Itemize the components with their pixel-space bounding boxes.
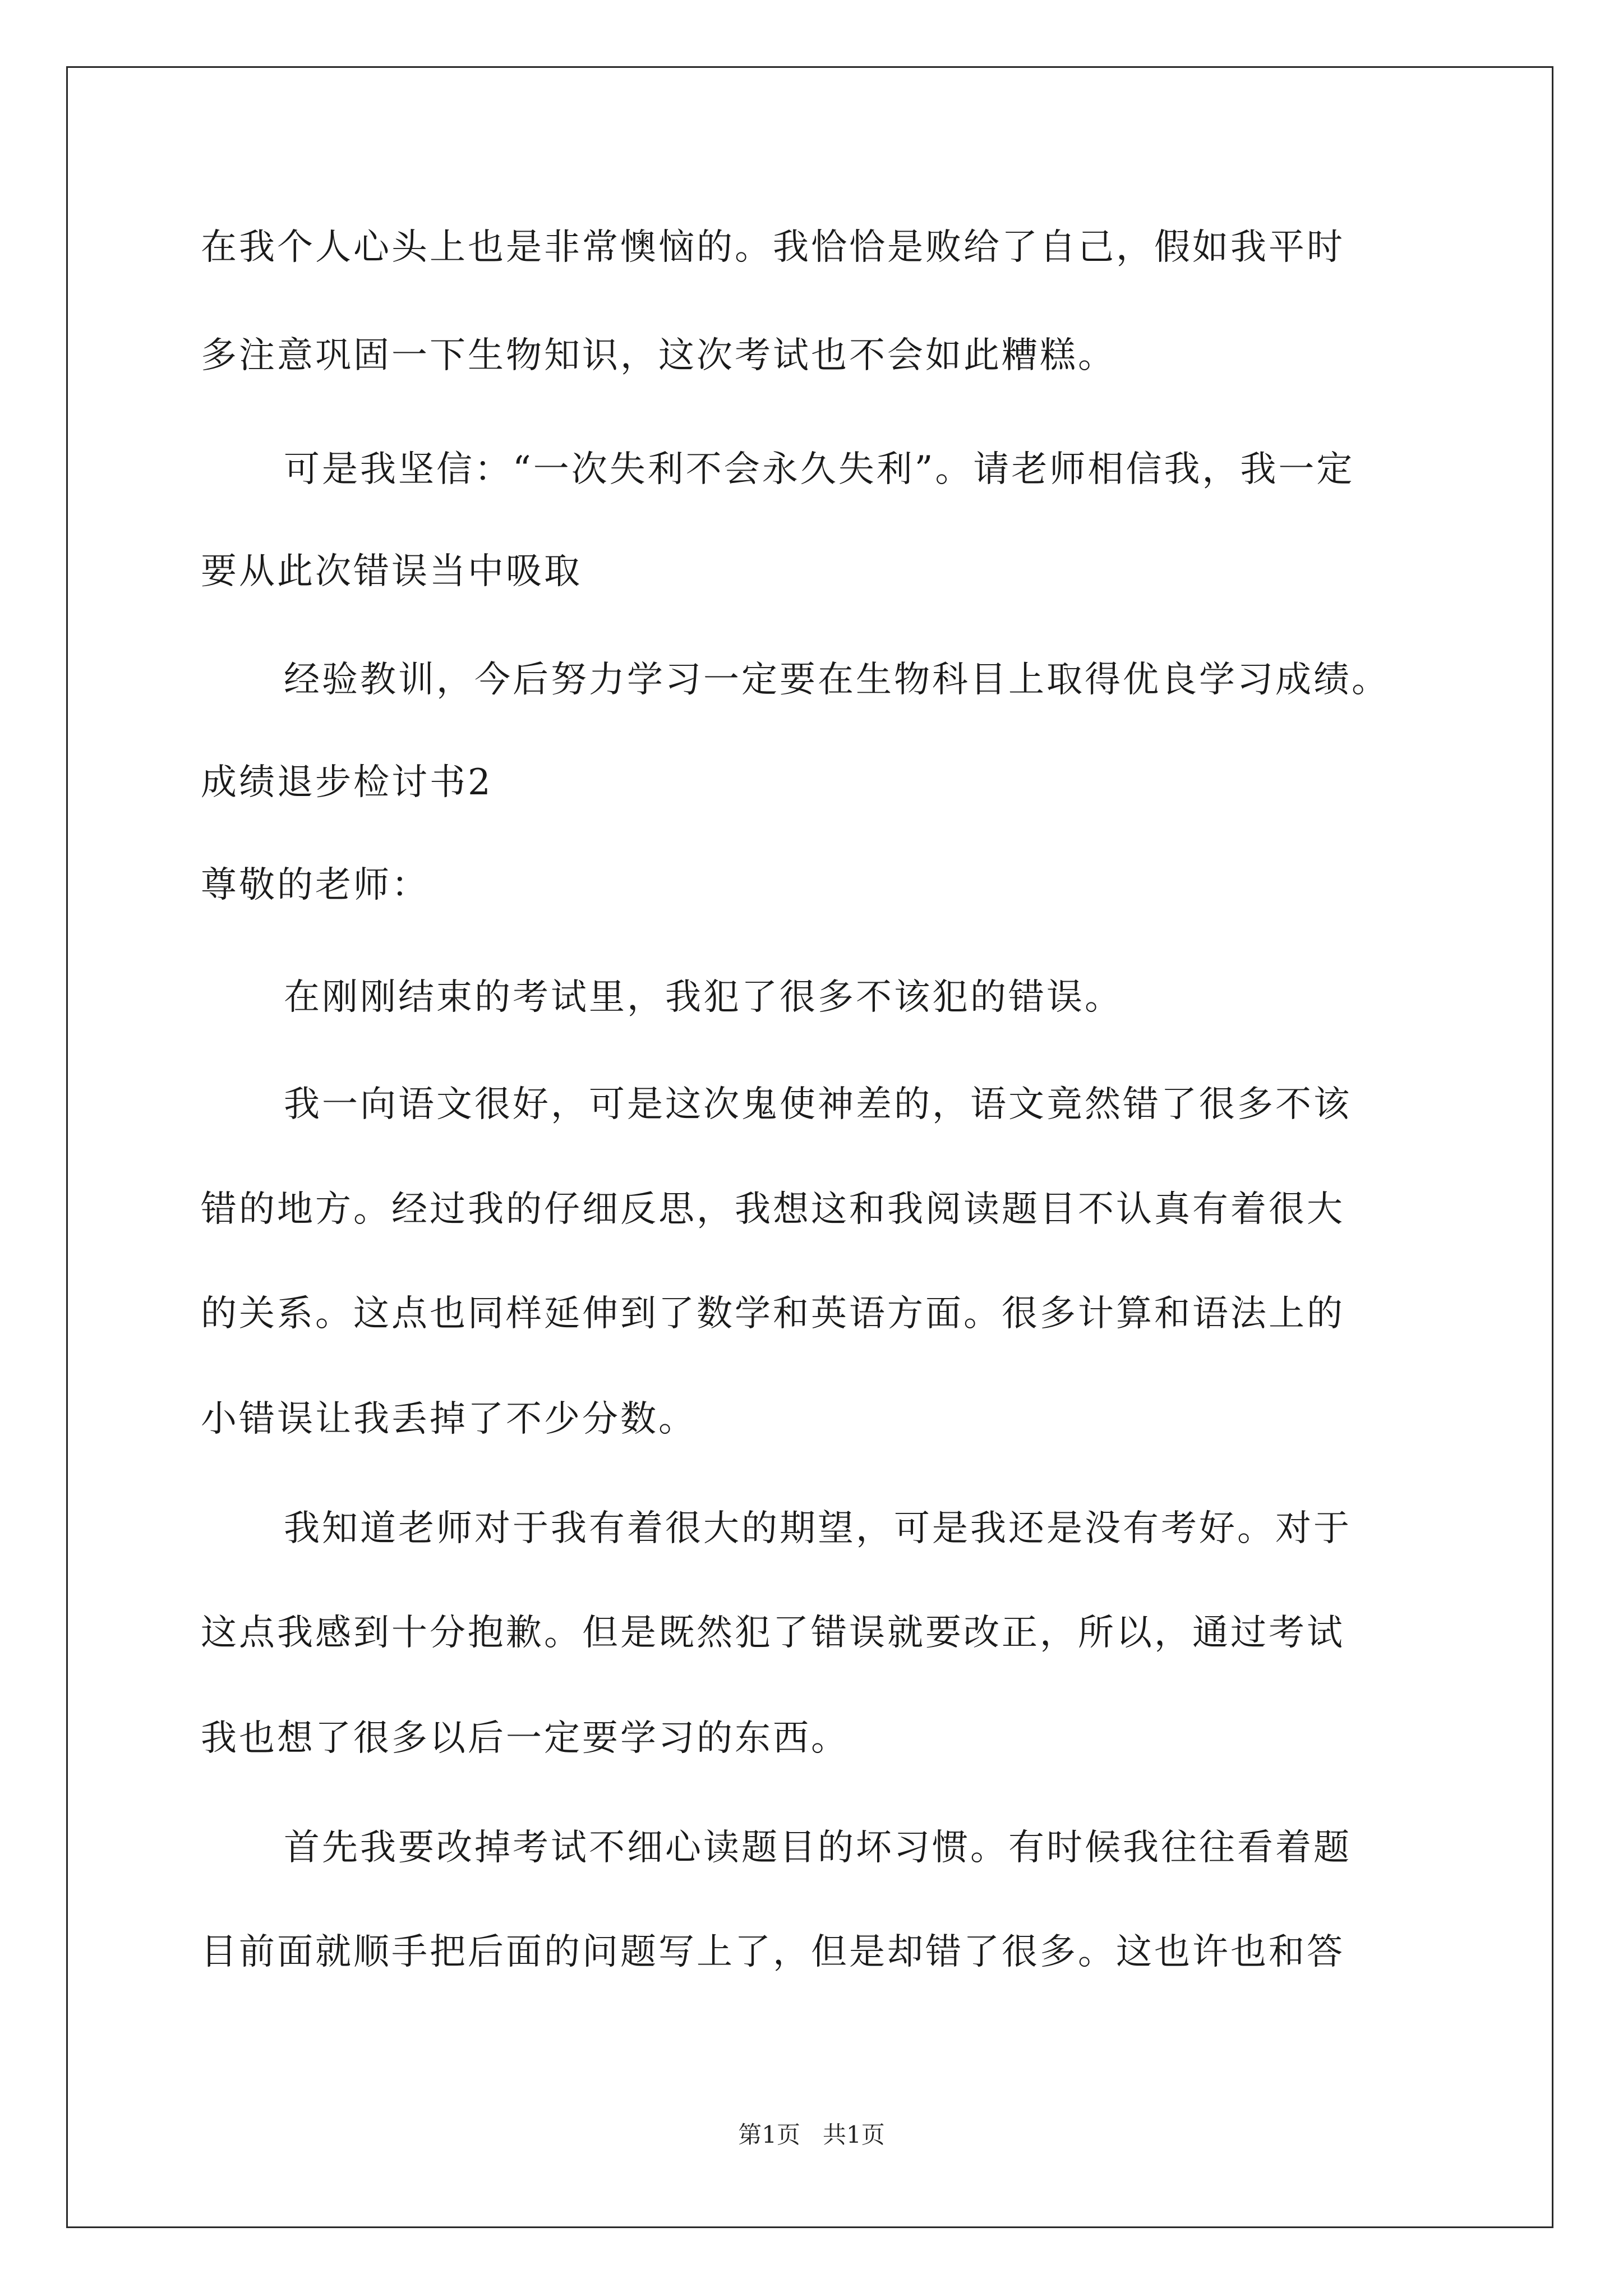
text-line: 要从此次错误当中吸取 — [201, 551, 582, 592]
section-heading: 成绩退步检讨书2 — [201, 762, 493, 803]
text-line: 多注意巩固一下生物知识，这次考试也不会如此糟糕。 — [201, 335, 1116, 376]
paragraph-line: 首先我要改掉考试不细心读题目的坏习惯。有时候我往往看着题 — [284, 1827, 1352, 1869]
text-line: 小错误让我丢掉了不少分数。 — [201, 1398, 697, 1440]
paragraph-line: 我一向语文很好，可是这次鬼使神差的，语文竟然错了很多不该 — [284, 1084, 1352, 1125]
paragraph-line: 在刚刚结束的考试里，我犯了很多不该犯的错误。 — [284, 977, 1123, 1018]
text-line: 错的地方。经过我的仔细反思，我想这和我阅读题目不认真有着很大 — [201, 1189, 1345, 1230]
page-border — [66, 66, 1553, 2228]
page-footer: 第1页 共1页 — [738, 2121, 885, 2148]
text-line: 这点我感到十分抱歉。但是既然犯了错误就要改正，所以，通过考试 — [201, 1612, 1345, 1654]
paragraph-line: 我知道老师对于我有着很大的期望，可是我还是没有考好。对于 — [284, 1508, 1352, 1549]
text-line: 我也想了很多以后一定要学习的东西。 — [201, 1718, 849, 1759]
paragraph-line: 经验教训，今后努力学习一定要在生物科目上取得优良学习成绩。 — [284, 659, 1390, 701]
paragraph-line: 可是我坚信：“一次失利不会永久失利”。请老师相信我，我一定 — [284, 449, 1355, 490]
text-line: 的关系。这点也同样延伸到了数学和英语方面。很多计算和语法上的 — [201, 1293, 1345, 1335]
text-line: 目前面就顺手把后面的问题写上了，但是却错了很多。这也许也和答 — [201, 1931, 1345, 1973]
salutation: 尊敬的老师： — [201, 864, 430, 906]
text-line: 在我个人心头上也是非常懊恼的。我恰恰是败给了自己，假如我平时 — [201, 227, 1345, 268]
